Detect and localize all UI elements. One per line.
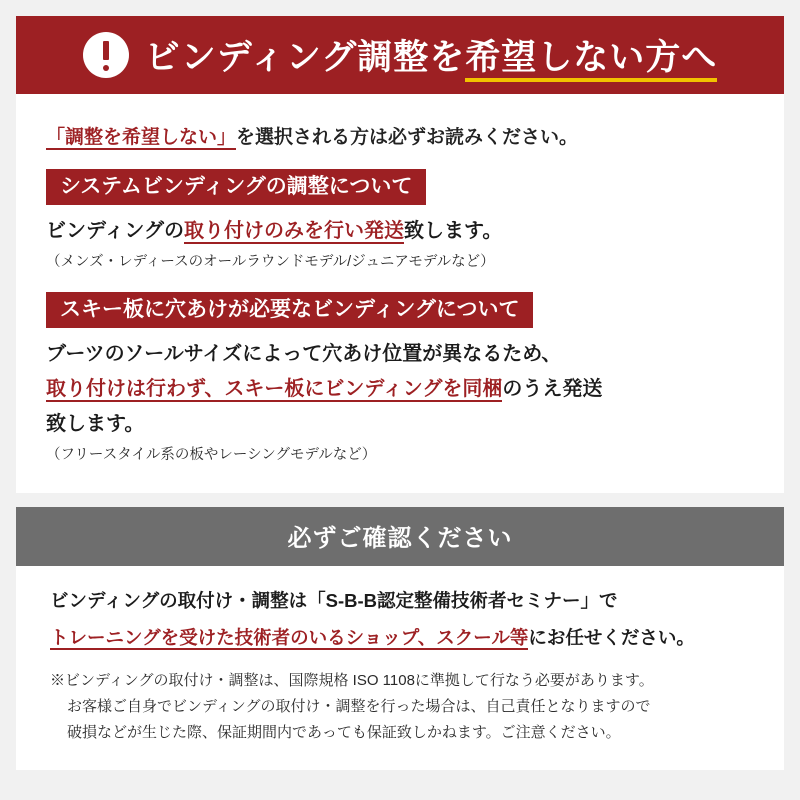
exclamation-bar bbox=[103, 41, 109, 60]
section-2-note: （フリースタイル系の板やレーシングモデルなど） bbox=[46, 447, 377, 464]
section-heading-1: システムビンディングの調整について bbox=[46, 169, 426, 205]
confirmation-line-2-suffix: にお任せください。 bbox=[528, 626, 695, 648]
lead-paragraph bbox=[46, 122, 754, 149]
fine-print-line-2: お客様ご自身でビンディングの取付け・調整を行った場合は、自己責任となりますので bbox=[67, 697, 651, 715]
banner-title-highlight: 希望しない方へ bbox=[465, 38, 717, 82]
section-2-underlined-b: スキー板にビンディングを同梱 bbox=[224, 378, 503, 401]
section-heading-2: スキー板に穴あけが必要なビンディングについて bbox=[46, 292, 533, 328]
confirmation-line-2-underlined: トレーニングを受けた技術者のいるショップ、スクール等 bbox=[50, 626, 529, 648]
exclamation-dot bbox=[103, 65, 109, 71]
section-1-body bbox=[46, 217, 754, 246]
fine-print-line-1: ※ビンディングの取付け・調整は、国際規格 ISO 1108に準拠して行なう必要があります。 bbox=[50, 671, 654, 689]
section-1-prefix: ビンディングの bbox=[46, 220, 184, 243]
section-1-note: （メンズ・レディースのオールラウンドモデル/ジュニアモデルなど） bbox=[46, 254, 495, 271]
section-2-underlined-a: 取り付けは行わず、 bbox=[46, 378, 225, 401]
confirmation-card-body bbox=[16, 566, 784, 770]
section-2-suffix: のうえ発送 bbox=[502, 378, 603, 401]
fine-print-line-3: 破損などが生じた際、保証期間内であっても保証致しかねます。ご注意ください。 bbox=[67, 724, 621, 741]
lead-underlined-text: 「調整を希望しない」 bbox=[46, 127, 237, 148]
warning-banner bbox=[16, 16, 784, 94]
section-1-underlined: 取り付けのみを行い発送 bbox=[184, 220, 404, 243]
confirmation-line-1: ビンディングの取付け・調整は「S-B-B認定整備技術者セミナー」で bbox=[50, 589, 618, 611]
fine-print bbox=[50, 668, 750, 747]
confirmation-heading: 必ずご確認ください bbox=[16, 507, 784, 566]
section-2-body-line-3: 致します。 bbox=[46, 413, 145, 436]
section-1-suffix: 致します。 bbox=[404, 220, 503, 243]
lead-rest-text: を選択される方は必ずお読みください。 bbox=[236, 127, 579, 148]
warning-card-body bbox=[16, 94, 784, 493]
section-drilling-binding bbox=[46, 292, 754, 467]
banner-title-plain: ビンディング調整を bbox=[144, 38, 466, 77]
warning-card bbox=[16, 16, 784, 493]
section-system-binding bbox=[46, 169, 754, 274]
banner-title bbox=[145, 30, 718, 80]
confirmation-line-2 bbox=[50, 625, 750, 652]
exclamation-circle-icon bbox=[83, 32, 129, 78]
section-2-body-line-2 bbox=[46, 375, 754, 404]
confirmation-card bbox=[16, 507, 784, 770]
section-2-body-line-1: ブーツのソールサイズによって穴あけ位置が異なるため、 bbox=[46, 343, 562, 366]
